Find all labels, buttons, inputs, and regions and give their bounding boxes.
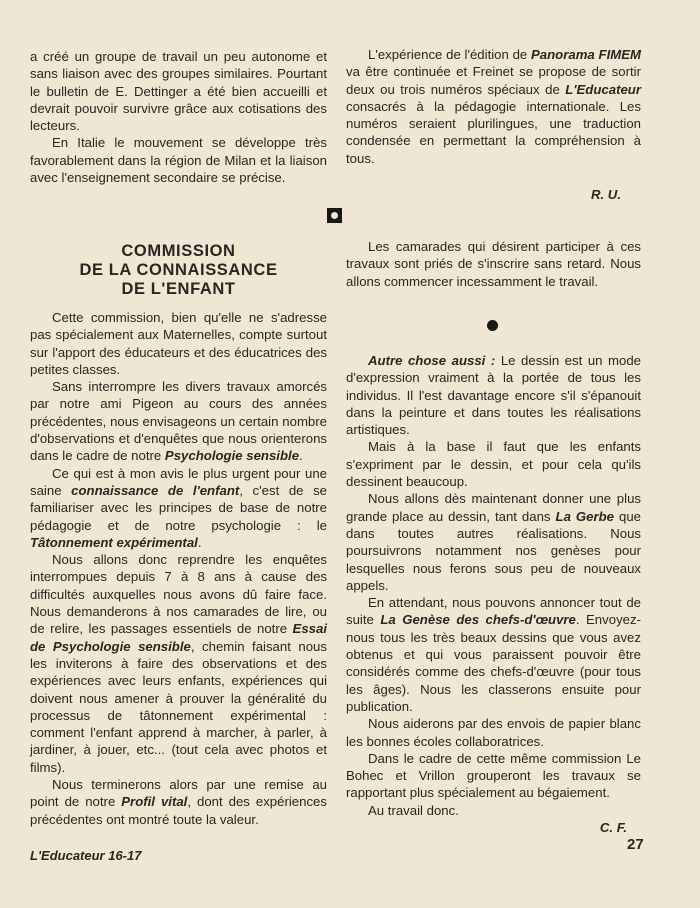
left-column-top (30, 48, 327, 186)
paragraph: Les camarades qui désirent participer à ces travaux sont priés de s'inscrire sans retard. Nous allons commencer incessamment le travail. (346, 239, 641, 289)
paragraph: En attendant, nous pouvons annoncer tout de suite La Genèse des chefs-d'œuvre. Envoyez-nous tous les très beaux dessins que vous avez obtenus et qui vous paraissent pouvoir être considérés comme des chefs-d'œuvre (pour tous les âges). Nous les classerons ensuite pour publication. (346, 595, 641, 714)
paragraph: En Italie le mouvement se développe très favorablement dans la région de Milan et la liaison avec l'enseignement secondaire se précise. (30, 135, 327, 186)
right-column-bottom (346, 238, 641, 290)
signature: C. F. (599, 820, 627, 836)
section-heading-line-3: DE L'ENFANT (121, 280, 236, 298)
commission-section (30, 242, 327, 828)
paragraph: Nous allons dès maintenant donner une plus grande place au dessin, tant dans La Gerbe que dans toutes autres réalisations. Nous poursuivrons notamment nos genèses pour lesquelles nous ferons sous peu de nouveaux appels. (346, 491, 641, 593)
bullet-dot-icon (487, 320, 498, 331)
paragraph: a créé un groupe de travail un peu autonome et sans liaison avec des groupes similaires. Pourtant le bulletin de E. Dettinger a été bien accueilli et devrait pouvoir survivre grâce aux cotisations des lecteurs. (30, 49, 327, 134)
signature: R. U. (590, 187, 621, 203)
section-separator-icon (327, 208, 342, 223)
paragraph: Cette commission, bien qu'elle ne s'adresse pas spécialement aux Maternelles, compte surtout sur l'apport des éducateurs et des éducatrices des petites classes. (30, 310, 327, 377)
paragraph: L'expérience de l'édition de Panorama FIMEM va être continuée et Freinet se propose de sortir deux ou trois numéros spéciaux de L'Educateur consacrés à la pédagogie internationale. Les numéros seraient plurilingues, une traduction condensée en permettant la compréhension à tous. (346, 47, 641, 166)
page-number: 27 (627, 836, 644, 853)
journal-footer: L'Educateur 16-17 (30, 848, 142, 863)
paragraph: Nous terminerons alors par une remise au point de notre Profil vital, dont des expériences précédentes ont montré toute la valeur. (30, 777, 327, 827)
paragraph: Ce qui est à mon avis le plus urgent pour une saine connaissance de l'enfant, c'est de se familiariser avec les principes de base de notre pédagogie et de notre psychologie : le Tâtonnement expérimental. (30, 465, 327, 550)
section-heading-line-1: COMMISSION (121, 242, 236, 260)
paragraph: Mais à la base il faut que les enfants s'expriment par le dessin, et pour cela qu'ils dessinent beaucoup. (346, 439, 641, 490)
paragraph: Dans le cadre de cette même commission Le Bohec et Vrillon grouperont les travaux se rapportant plus spécialement au bégaiement. (346, 750, 641, 801)
paragraph: Nous aiderons par des envois de papier blanc les bonnes écoles collaboratrices. (346, 716, 641, 749)
right-column-top (346, 46, 641, 203)
right-column-drawing (346, 352, 641, 836)
paragraph: Autre chose aussi : Le dessin est un mode d'expression vraiment à la portée de tous les individus. Il l'est davantage encore s'il s'épanouit dans la peinture et dans toutes les réalisations artistiques. (346, 353, 642, 438)
section-heading-line-2: DE LA CONNAISSANCE (79, 261, 278, 279)
paragraph: Sans interrompre les divers travaux amorcés par notre ami Pigeon au cours des années précédentes, nous envisageons un certain nombre d'observations et d'enquêtes que nous orienterons dans le cadre de notre Psychologie sensible. (30, 379, 327, 464)
paragraph: Nous allons donc reprendre les enquêtes interrompues depuis 7 à 8 ans à cause des difficultés auxquelles nous avons dû faire face. Nous demanderons à nos camarades de lire, ou de relire, les passages essentiels de notre Essai de Psychologie sensible, chemin faisant nous les inviterons à faire des observations et des expériences avec leurs enfants, expériences qui doivent nous amener à prouver la généralité du processus de tâtonnement expérimental : comment l'enfant apprend à marcher, à parler, à jardiner, à jouer, etc... (tout cela avec photos et films). (30, 552, 327, 775)
paragraph: Au travail donc. (368, 802, 459, 818)
